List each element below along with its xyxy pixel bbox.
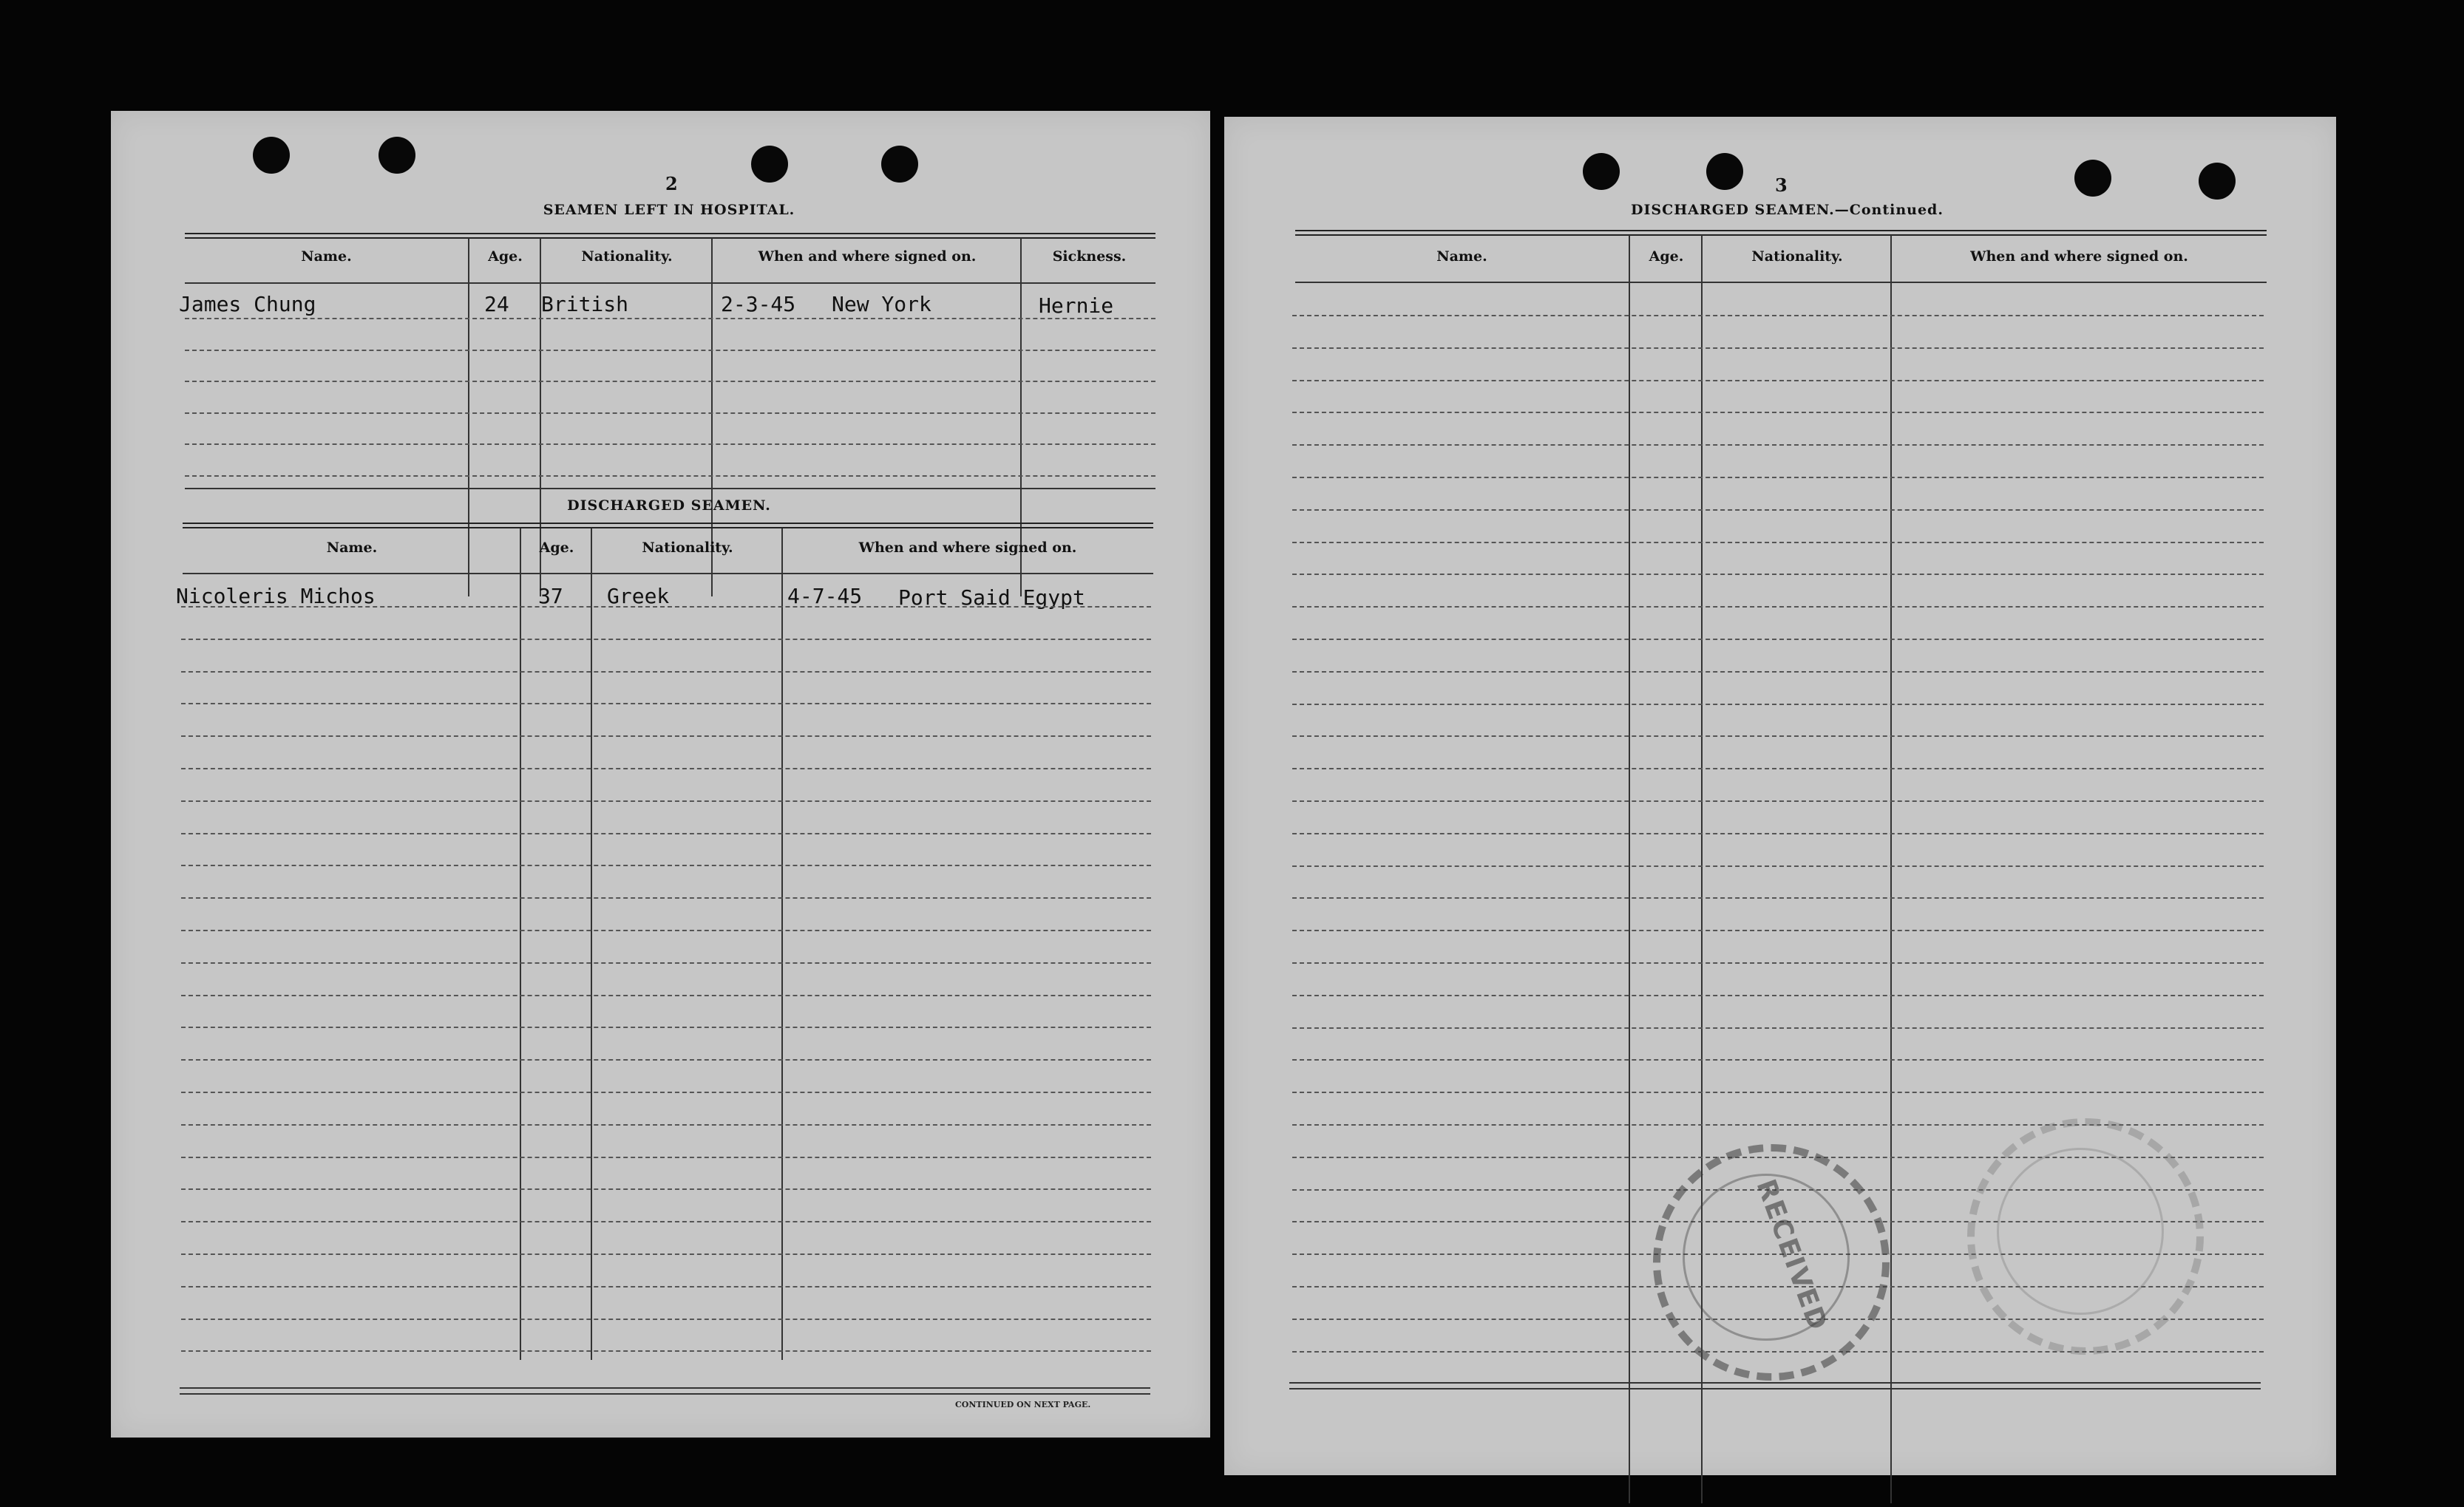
row-rule xyxy=(185,350,1155,351)
row-rule xyxy=(185,475,1155,477)
row-rule xyxy=(1292,574,2264,575)
received-stamp-faded xyxy=(1967,1118,2204,1355)
punch-hole xyxy=(253,137,290,174)
row-rule xyxy=(181,1319,1151,1320)
col-header-signed-on: When and where signed on. xyxy=(1970,248,2188,265)
row-rule xyxy=(1292,315,2264,316)
hospital-age-cell: 24 xyxy=(484,292,509,316)
row-rule xyxy=(1292,1092,2264,1093)
row-rule xyxy=(1292,347,2264,349)
row-rule xyxy=(185,381,1155,382)
col-divider xyxy=(1890,235,1892,1503)
row-rule xyxy=(185,318,1155,319)
row-rule xyxy=(1292,735,2264,737)
col-header-nationality: Nationality. xyxy=(1751,248,1843,265)
row-rule xyxy=(1292,639,2264,640)
row-rule xyxy=(181,735,1151,737)
table-top-rule xyxy=(1295,230,2267,236)
row-rule xyxy=(181,1350,1151,1352)
row-rule xyxy=(181,606,1151,608)
row-rule xyxy=(181,962,1151,964)
row-rule xyxy=(181,930,1151,931)
hospital-name-cell: James Chung xyxy=(179,292,316,316)
page-number: 2 xyxy=(665,173,678,194)
page-number: 3 xyxy=(1775,174,1788,196)
discharged-name-cell: Nicoleris Michos xyxy=(176,584,376,608)
continued-note: CONTINUED ON NEXT PAGE. xyxy=(955,1400,1091,1409)
table-top-rule xyxy=(183,523,1153,528)
col-header-signed-on: When and where signed on. xyxy=(858,540,1077,556)
row-rule xyxy=(181,897,1151,899)
row-rule xyxy=(1292,1059,2264,1061)
row-rule xyxy=(1292,1027,2264,1029)
section-title-hospital: SEAMEN LEFT IN HOSPITAL. xyxy=(543,202,795,218)
row-rule xyxy=(181,1221,1151,1222)
col-header-name: Name. xyxy=(301,248,352,265)
left-page xyxy=(111,111,1210,1438)
punch-hole xyxy=(751,146,788,183)
row-rule xyxy=(1292,833,2264,834)
row-rule xyxy=(181,865,1151,866)
stamp-text: RECEIVED xyxy=(1750,1175,1833,1336)
header-rule xyxy=(185,282,1155,284)
discharged-nationality-cell: Greek xyxy=(607,584,670,608)
header-rule xyxy=(1295,282,2267,283)
punch-hole xyxy=(2074,160,2111,197)
row-rule xyxy=(185,443,1155,445)
row-rule xyxy=(181,1092,1151,1093)
row-rule xyxy=(1292,865,2264,867)
col-header-nationality: Nationality. xyxy=(581,248,673,265)
punch-hole xyxy=(2199,163,2236,200)
row-rule xyxy=(181,703,1151,704)
row-rule xyxy=(1292,380,2264,381)
hospital-signed-date-cell: 2-3-45 xyxy=(721,292,796,316)
row-rule xyxy=(181,1059,1151,1061)
punch-hole xyxy=(1583,153,1620,190)
row-rule xyxy=(181,1157,1151,1158)
col-header-age: Age. xyxy=(1649,248,1684,265)
col-divider xyxy=(1629,235,1630,1503)
row-rule xyxy=(181,639,1151,640)
row-rule xyxy=(1292,477,2264,478)
received-stamp xyxy=(1653,1144,1890,1381)
row-rule xyxy=(1292,444,2264,446)
row-rule xyxy=(181,1027,1151,1028)
table-top-rule xyxy=(185,233,1155,239)
row-rule xyxy=(1292,768,2264,769)
row-rule xyxy=(181,1188,1151,1190)
row-rule xyxy=(181,1286,1151,1287)
col-header-sickness: Sickness. xyxy=(1052,248,1127,265)
row-rule xyxy=(181,995,1151,996)
row-rule xyxy=(1292,606,2264,608)
col-header-age: Age. xyxy=(488,248,523,265)
row-rule xyxy=(1292,704,2264,705)
section-title-discharged-continued: DISCHARGED SEAMEN.—Continued. xyxy=(1631,202,1944,218)
row-rule xyxy=(1292,962,2264,964)
header-rule xyxy=(183,573,1153,574)
discharged-signed-place-cell: Port Said Egypt xyxy=(898,585,1085,610)
table-bottom-rule xyxy=(180,1387,1150,1389)
discharged-signed-date-cell: 4-7-45 xyxy=(787,584,863,608)
row-rule xyxy=(181,833,1151,834)
col-header-name: Name. xyxy=(326,540,378,556)
table-bottom-rule xyxy=(1289,1382,2261,1384)
row-rule xyxy=(181,800,1151,802)
punch-hole xyxy=(379,137,415,174)
col-header-signed-on: When and where signed on. xyxy=(758,248,977,265)
row-rule xyxy=(1292,930,2264,931)
section-title-discharged: DISCHARGED SEAMEN. xyxy=(567,497,771,514)
row-rule xyxy=(181,1253,1151,1255)
row-rule xyxy=(1292,800,2264,802)
row-rule xyxy=(1292,509,2264,511)
hospital-sickness-cell: Hernie xyxy=(1039,293,1114,318)
col-header-nationality: Nationality. xyxy=(642,540,733,556)
row-rule xyxy=(181,671,1151,673)
table-bottom-rule xyxy=(1289,1388,2261,1389)
hospital-signed-place-cell: New York xyxy=(832,292,931,316)
row-rule xyxy=(1292,897,2264,899)
col-header-name: Name. xyxy=(1436,248,1487,265)
col-divider xyxy=(781,528,783,1360)
table-bottom-rule xyxy=(185,488,1155,489)
row-rule xyxy=(181,1124,1151,1126)
punch-hole xyxy=(881,146,918,183)
col-header-age: Age. xyxy=(539,540,574,556)
row-rule xyxy=(181,768,1151,769)
table-bottom-rule xyxy=(180,1393,1150,1395)
row-rule xyxy=(1292,412,2264,413)
discharged-age-cell: 37 xyxy=(538,584,563,608)
row-rule xyxy=(1292,542,2264,543)
punch-hole xyxy=(1706,153,1743,190)
col-divider xyxy=(520,528,521,1360)
hospital-nationality-cell: British xyxy=(541,292,629,316)
col-divider xyxy=(591,528,592,1360)
row-rule xyxy=(185,412,1155,414)
right-page xyxy=(1224,117,2336,1475)
row-rule xyxy=(1292,995,2264,996)
row-rule xyxy=(1292,671,2264,673)
